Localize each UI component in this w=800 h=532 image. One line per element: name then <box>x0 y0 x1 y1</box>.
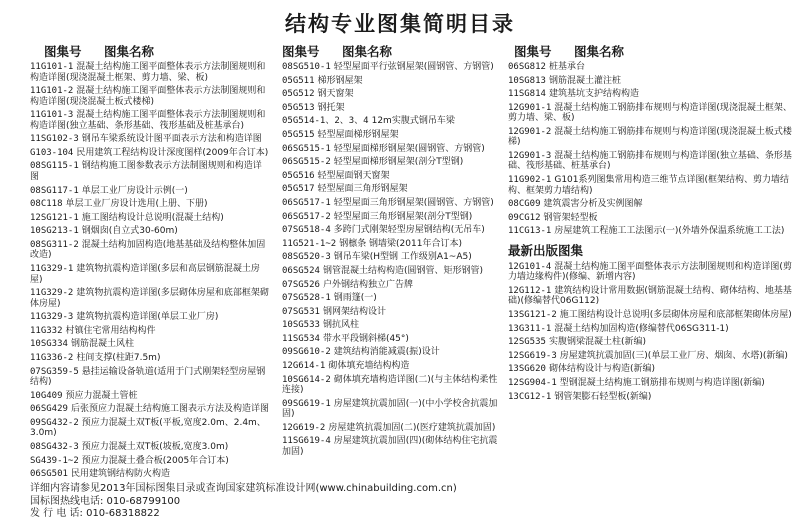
atlas-code: 06SG515-1 <box>282 143 331 154</box>
atlas-code: 11SG102-3 <box>30 134 79 145</box>
atlas-code: 06SG515-2 <box>282 157 331 168</box>
atlas-code: 05G517 <box>282 184 315 195</box>
list-item <box>30 264 270 285</box>
catalog-column-3 <box>508 40 796 405</box>
atlas-name: 轻型屋面梯形钢屋架(圆钢管、方钢管) <box>333 143 485 154</box>
catalog-column-1 <box>30 40 270 483</box>
atlas-code: 05G515 <box>282 129 315 140</box>
list-item <box>30 213 270 224</box>
list-item <box>282 347 504 358</box>
list-item <box>30 367 270 388</box>
atlas-name: 预应力混凝土叠合板(2005年合订本) <box>81 455 229 466</box>
atlas-name: 混凝土结构施工图平面整体表示方法制图规则和构造详图(现浇混凝土框架、剪力墙、梁、板) <box>30 62 266 83</box>
atlas-code: 11SG814 <box>508 89 546 100</box>
atlas-name: 轻型屋面梯形钢屋架 <box>317 129 399 140</box>
column-header <box>282 40 504 62</box>
header-name: 图集名称 <box>574 44 625 59</box>
atlas-code: 13SG620 <box>508 364 546 375</box>
list-item <box>282 157 504 168</box>
atlas-name: 建筑震害分析及实例图解 <box>543 199 643 210</box>
atlas-code: 08SG117-1 <box>30 185 79 196</box>
atlas-code: 10SG533 <box>282 320 320 331</box>
list-item <box>30 199 270 210</box>
atlas-code: 11G329-3 <box>30 312 74 323</box>
header-code: 图集号 <box>282 44 320 59</box>
atlas-code: 11G101-1 <box>30 62 74 72</box>
atlas-code: 06SG812 <box>508 62 546 72</box>
atlas-code: 12SG619-3 <box>508 350 557 361</box>
atlas-code: 11G101-2 <box>30 86 74 97</box>
list-item <box>508 213 796 224</box>
atlas-code: 06SG517-2 <box>282 211 331 222</box>
list-item <box>508 89 796 100</box>
atlas-code: 11G902-1 <box>508 175 552 186</box>
atlas-name: 房屋建筑抗震加固(三)(单层工业厂房、烟囱、水塔)(新编) <box>559 350 788 361</box>
footer-line: 国标图热线电话: 010-68799100 <box>30 495 181 507</box>
list-item <box>508 378 796 389</box>
list-item <box>508 337 796 348</box>
list-item <box>282 423 504 434</box>
atlas-name: 后张预应力混凝土结构施工图表示方法及构造详图 <box>70 404 269 415</box>
atlas-name: 钢檩条 钢墙梁(2011年合订本) <box>339 238 462 249</box>
atlas-code: 07SG359-5 <box>30 366 79 377</box>
list-item <box>30 62 270 83</box>
atlas-code: 05G511 <box>282 75 315 86</box>
atlas-code: 08SG311-2 <box>30 239 79 250</box>
catalog-column-2 <box>282 40 504 461</box>
atlas-code: 13G311-1 <box>508 323 552 334</box>
atlas-name: 预应力混凝土双T板(平板,宽度2.0m、2.4m、3.0m) <box>30 417 266 439</box>
column-header <box>508 40 796 62</box>
atlas-name: 钢雨篷(一) <box>333 293 377 304</box>
atlas-code: 08SG432-3 <box>30 441 79 452</box>
list-item <box>30 326 270 337</box>
list-item <box>508 127 796 148</box>
atlas-name: 轻型屋面平行弦钢屋架(圆钢管、方钢管) <box>333 62 494 72</box>
atlas-name: 钢抗风柱 <box>322 320 359 331</box>
atlas-name: 房屋建筑抗震加固(二)(医疗建筑抗震加固) <box>328 422 496 433</box>
list-item <box>30 456 270 467</box>
atlas-name: 混凝土结构施工钢筋排布规则与构造详图(现浇混凝土板式楼梯) <box>508 126 792 148</box>
atlas-code: 12G901-2 <box>508 126 552 137</box>
list-item <box>282 62 504 73</box>
atlas-code: 09SG619-1 <box>282 398 331 409</box>
atlas-name: 混凝土结构施工钢筋排布规则与构造详图(独立基础、条形基础、筏形基础、桩基承台) <box>508 150 792 172</box>
list-item <box>282 399 504 420</box>
list-item <box>282 184 504 195</box>
column-header <box>38 40 270 62</box>
atlas-name: 混凝土结构加固构造(修编替代06SG311-1) <box>554 323 729 334</box>
atlas-name: 建筑结构消能减震(振)设计 <box>333 347 440 358</box>
atlas-name: 柱间支撑(柱距7.5m) <box>76 353 161 363</box>
atlas-name: 实腹钢梁混凝土柱(新编) <box>548 337 646 348</box>
atlas-code: 10SG213-1 <box>30 226 79 237</box>
atlas-name: 梯形钢屋架 <box>317 75 363 86</box>
atlas-code: 12G112-1 <box>508 285 552 296</box>
list-item <box>282 320 504 331</box>
atlas-name: 预应力混凝土双T板(坡板,宽度3.0m) <box>81 441 229 452</box>
atlas-name: 钢烟囱(自立式30-60m) <box>81 226 178 237</box>
list-item <box>282 239 504 250</box>
list-item <box>282 266 504 277</box>
atlas-code: 08SG510-1 <box>282 62 331 72</box>
atlas-code: 12G614-1 <box>282 361 326 372</box>
atlas-name: 轻型屋面三角形钢屋架(剖分T型钢) <box>333 211 473 222</box>
atlas-name: 村镇住宅常用结构构件 <box>65 325 156 336</box>
list-item <box>282 144 504 155</box>
atlas-code: 11G336-2 <box>30 353 74 363</box>
atlas-code: 11SG619-4 <box>282 436 331 447</box>
atlas-name: 钢天窗架 <box>317 89 354 100</box>
atlas-code: 09CG12 <box>508 212 541 223</box>
list-item <box>30 442 270 453</box>
atlas-code: 10SG334 <box>30 339 68 350</box>
list-item <box>282 375 504 396</box>
atlas-code: 12G101-4 <box>508 261 552 272</box>
atlas-name: 施工图结构设计总说明(混凝土结构) <box>81 212 224 223</box>
atlas-code: 12SG904-1 <box>508 378 557 388</box>
atlas-name: 建筑物抗震构造详图(多层砌体房屋和底部框架砌体房屋) <box>30 288 269 309</box>
list-item <box>30 148 270 159</box>
atlas-name: 钢托架 <box>317 102 345 113</box>
atlas-code: 11G329-2 <box>30 288 74 299</box>
list-item <box>282 225 504 236</box>
atlas-name: 单层工业厂房设计示例(一) <box>81 185 188 196</box>
atlas-name: 钢吊车梁系统设计图平面表示方法和构造详图 <box>81 134 262 145</box>
list-item <box>282 116 504 127</box>
list-item <box>30 186 270 197</box>
list-item <box>508 262 796 283</box>
atlas-name: 建筑结构设计常用数据(钢筋混凝土结构、砌体结构、地基基础)(修编替代06G112) <box>508 285 792 307</box>
atlas-name: 型钢混凝土结构施工钢筋排布规则与构造详图(新编) <box>559 378 765 388</box>
list-item <box>508 351 796 362</box>
atlas-name: 悬挂运输设备轨道(适用于门式刚架轻型房屋钢结构) <box>30 366 266 388</box>
atlas-code: 08SG520-3 <box>282 252 331 263</box>
list-item <box>282 436 504 457</box>
list-item <box>508 62 796 73</box>
atlas-code: 05G513 <box>282 102 315 113</box>
atlas-name: G101系列图集常用构造三维节点详图(框架结构、剪力墙结构、框架剪力墙结构) <box>508 175 790 196</box>
atlas-name: 多跨门式刚架轻型房屋钢结构(无吊车) <box>333 225 485 236</box>
new-publications-title: 最新出版图集 <box>508 242 584 258</box>
list-item <box>30 353 270 364</box>
catalog-list <box>282 62 504 457</box>
list-item <box>30 404 270 415</box>
atlas-code: 07SG531 <box>282 306 320 317</box>
list-item <box>508 76 796 87</box>
atlas-name: 房屋建筑抗震加固(一)(中小学校舍抗震加固) <box>282 398 498 420</box>
list-item <box>30 312 270 323</box>
atlas-code: 05G512 <box>282 89 315 100</box>
atlas-code: 11SG534 <box>282 333 320 344</box>
atlas-name: 混凝土结构施工图平面整体表示方法制图规则和构造详图(剪力墙边缘构件)(修编、新增内容) <box>508 261 792 283</box>
list-item <box>30 339 270 350</box>
list-item <box>30 86 270 107</box>
list-item <box>30 161 270 182</box>
atlas-name: 钢管混凝土结构构造(圆钢管、矩形钢管) <box>322 265 483 276</box>
atlas-code: 12G901-3 <box>508 150 552 161</box>
atlas-code: 07SG526 <box>282 279 320 290</box>
atlas-code: 09SG610-2 <box>282 347 331 358</box>
atlas-name: 混凝土结构施工图平面整体表示方法制图规则和构造详图(现浇混凝土板式楼梯) <box>30 86 266 107</box>
atlas-name: 房屋建筑工程施工工法图示(一)(外墙外保温系统施工工法) <box>554 226 785 237</box>
atlas-name: 轻型屋面三角形钢屋架(圆钢管、方钢管) <box>333 197 494 208</box>
atlas-name: 轻型屋面梯形钢屋架(剖分T型钢) <box>333 157 464 168</box>
atlas-code: 06SG524 <box>282 265 320 276</box>
list-item <box>30 134 270 145</box>
atlas-code: SG439-1~2 <box>30 455 79 466</box>
footer-line: 发 行 电 话: 010-68318822 <box>30 508 160 519</box>
atlas-code: 11G101-3 <box>30 110 74 121</box>
atlas-name: 房屋建筑抗震加固(四)(砌体结构住宅抗震加固) <box>282 436 498 457</box>
atlas-name: 民用建筑钢结构防火构造 <box>70 469 170 480</box>
atlas-code: 10G409 <box>30 390 63 401</box>
list-item <box>282 89 504 100</box>
header-code: 图集号 <box>44 44 82 59</box>
atlas-code: 13SG121-2 <box>508 310 557 321</box>
atlas-code: 11G521-1~2 <box>282 238 337 249</box>
atlas-name: 混凝土结构施工图平面整体表示方法制图规则和构造详图(独立基础、条形基础、筏形基础及桩基承台) <box>30 110 266 131</box>
list-item <box>282 280 504 291</box>
list-item <box>30 226 270 237</box>
list-item <box>282 130 504 141</box>
atlas-code: 12SG535 <box>508 337 546 348</box>
list-item <box>30 469 270 480</box>
list-item <box>30 418 270 439</box>
atlas-name: 建筑物抗震构造详图(多层和高层钢筋混凝土房屋) <box>30 264 260 285</box>
atlas-name: 钢管架轻型板 <box>543 212 598 223</box>
atlas-code: 10SG813 <box>508 75 546 86</box>
header-name: 图集名称 <box>342 44 393 59</box>
list-item <box>508 175 796 196</box>
atlas-name: 施工图结构设计总说明(多层砌体房屋和底部框架砌体房屋) <box>559 310 792 321</box>
atlas-code: 11G332 <box>30 325 63 336</box>
list-item <box>282 307 504 318</box>
atlas-name: 钢吊车梁(H型钢 工作级别A1~A5) <box>333 252 472 263</box>
atlas-code: 07SG528-1 <box>282 293 331 304</box>
atlas-code: 08C118 <box>30 199 63 210</box>
atlas-name: 砌体结构设计与构造(新编) <box>548 364 655 375</box>
atlas-name: 桩基承台 <box>548 62 585 72</box>
atlas-name: 建筑基坑支护结构构造 <box>548 89 639 100</box>
list-item <box>282 361 504 372</box>
atlas-code: 09SG432-2 <box>30 417 79 428</box>
list-item <box>282 76 504 87</box>
catalog-list <box>508 62 796 237</box>
atlas-code: 12G901-1 <box>508 102 552 113</box>
atlas-name: 轻型屋面三角形钢屋架 <box>317 184 408 195</box>
list-item <box>30 240 270 261</box>
atlas-name: 单层工业厂房设计选用(上册、下册) <box>65 199 208 210</box>
list-item <box>282 171 504 182</box>
atlas-code: 05G516 <box>282 170 315 181</box>
list-item <box>508 364 796 375</box>
atlas-name: 砌体填充墙结构构造 <box>328 361 410 372</box>
atlas-code: G103-104 <box>30 147 74 158</box>
atlas-name: 混凝土结构施工钢筋排布规则与构造详图(现浇混凝土框架、剪力墙、梁、板) <box>508 102 792 124</box>
atlas-code: 12SG121-1 <box>30 212 79 223</box>
atlas-code: 05G514-1、2、3、4 <box>282 116 369 127</box>
list-item <box>282 293 504 304</box>
catalog-list <box>30 62 270 480</box>
list-item <box>508 199 796 210</box>
atlas-code: 07SG518-4 <box>282 225 331 236</box>
list-item <box>282 103 504 114</box>
list-item <box>508 392 796 403</box>
list-item <box>508 324 796 335</box>
atlas-code: 11G329-1 <box>30 264 74 275</box>
list-item <box>282 198 504 209</box>
list-item <box>282 212 504 223</box>
atlas-code: 08SG115-1 <box>30 161 79 172</box>
atlas-name: 钢筋混凝土灌注桩 <box>548 75 621 86</box>
atlas-code: 06SG501 <box>30 469 68 480</box>
header-code: 图集号 <box>514 44 552 59</box>
atlas-name: 混凝土结构加固构造(地基基础及结构整体加固改造) <box>30 239 266 261</box>
list-item <box>282 334 504 345</box>
footer <box>30 483 550 521</box>
atlas-name: 预应力混凝土管桩 <box>65 390 138 401</box>
atlas-code: 06SG517-1 <box>282 197 331 208</box>
atlas-name: 钢管架膨石轻型板(新编) <box>554 391 652 402</box>
atlas-code: 06SG429 <box>30 404 68 415</box>
atlas-name: 带水平段钢斜梯(45°) <box>322 333 409 344</box>
list-item <box>508 286 796 307</box>
atlas-name: 12m实腹式钢吊车梁 <box>371 116 455 127</box>
atlas-code: 10SG614-2 <box>282 374 331 385</box>
list-item <box>508 103 796 124</box>
atlas-code: 12G619-2 <box>282 422 326 433</box>
list-item <box>282 252 504 263</box>
atlas-code: 13CG12-1 <box>508 391 552 402</box>
atlas-code: 08CG09 <box>508 199 541 210</box>
list-item <box>30 391 270 402</box>
atlas-name: 钢结构施工图参数表示方法制图规则和构造详图 <box>30 161 262 182</box>
header-name: 图集名称 <box>104 44 155 59</box>
atlas-name: 钢网架结构设计 <box>322 306 386 317</box>
list-item <box>30 288 270 309</box>
list-item <box>30 110 270 131</box>
list-item <box>508 226 796 237</box>
new-publications-list <box>508 262 796 402</box>
list-item <box>508 310 796 321</box>
page-title: 结构专业图集简明目录 <box>285 11 515 36</box>
atlas-code: 11CG13-1 <box>508 226 552 237</box>
atlas-name: 砌体填充墙构造详图(二)(与主体结构柔性连接) <box>282 374 498 396</box>
atlas-name: 户外钢结构独立广告牌 <box>322 279 413 290</box>
footer-line: 详细内容请参见2013年国标图集目录或查询国家建筑标准设计网(www.chinabuilding.com.cn) <box>30 483 457 494</box>
atlas-name: 民用建筑工程结构设计深度图样(2009年合订本) <box>76 147 269 158</box>
atlas-name: 轻型屋面钢天窗架 <box>317 170 390 181</box>
atlas-name: 建筑物抗震构造详图(单层工业厂房) <box>76 312 219 323</box>
atlas-name: 钢筋混凝土风柱 <box>70 339 134 350</box>
list-item <box>508 151 796 172</box>
